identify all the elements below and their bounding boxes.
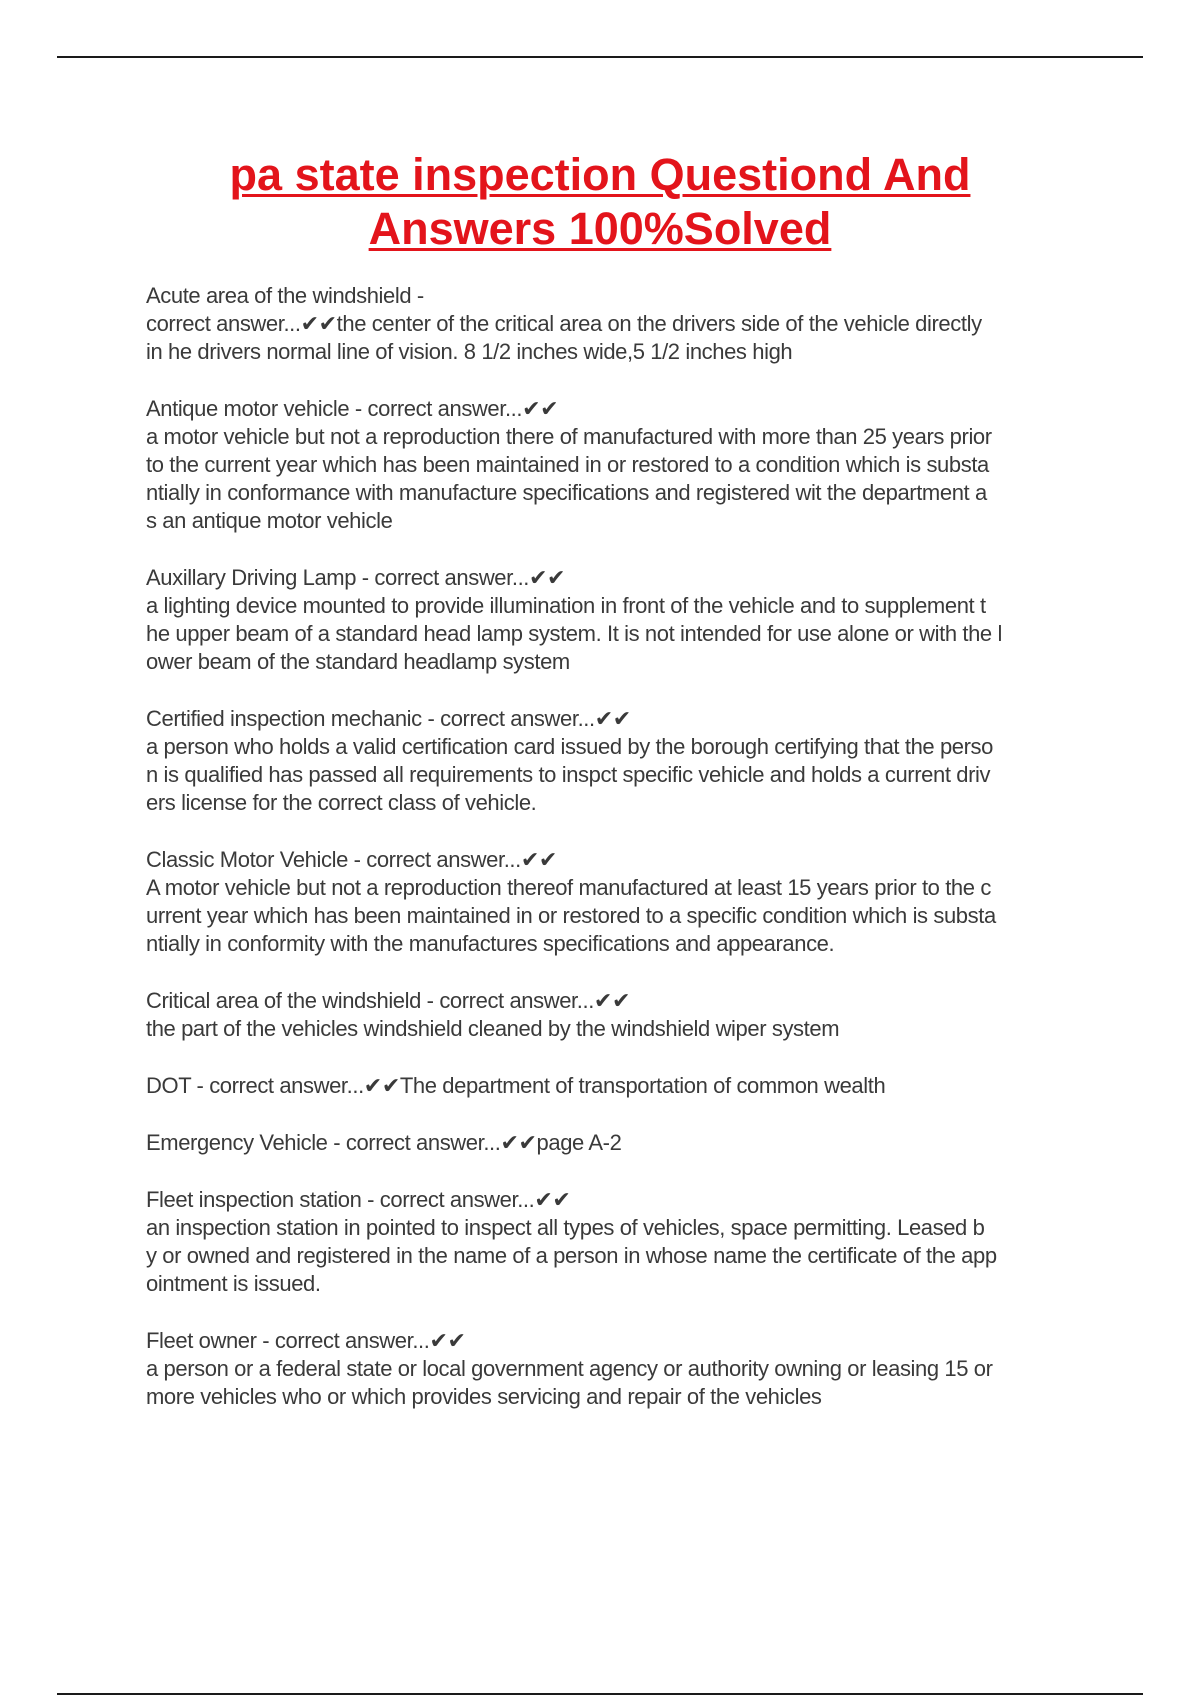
- qa-list: [146, 282, 1096, 1440]
- entry-definition: a person or a federal state or local government agency or authority owning or leasing 15 or more vehicles who or which provides servicing and repair of the vehicles: [146, 1356, 993, 1409]
- entry-term: Antique motor vehicle - correct answer...✔✔: [146, 396, 559, 421]
- footer-rule: [57, 1693, 1143, 1695]
- qa-entry: [146, 564, 1096, 676]
- entry-term: Fleet inspection station - correct answer...✔✔: [146, 1187, 571, 1212]
- title-line-1: pa state inspection Questiond And: [229, 149, 971, 200]
- entry-term: Emergency Vehicle - correct answer...✔✔: [146, 1130, 537, 1155]
- entry-definition: A motor vehicle but not a reproduction thereof manufactured at least 15 years prior to the c urrent year which has been maintained in or restored to a specific condition which is substa ntially in conformity with the manufactures specifications and appearance.: [146, 875, 996, 956]
- qa-entry: [146, 846, 1096, 958]
- entry-definition: a motor vehicle but not a reproduction there of manufactured with more than 25 years prior to the current year which has been maintained in or restored to a condition which is substa ntially in conformance with manufacture specifications and registered wit the department a s an antique motor vehicle: [146, 424, 992, 533]
- entry-term: Critical area of the windshield - correct answer...✔✔: [146, 988, 630, 1013]
- qa-entry: [146, 282, 1096, 366]
- qa-entry: [146, 1129, 1096, 1157]
- entry-definition: a person who holds a valid certification card issued by the borough certifying that the perso n is qualified has passed all requirements to inspct specific vehicle and holds a current driv ers license for the correct class of vehicle.: [146, 734, 993, 815]
- entry-definition: page A-2: [536, 1130, 622, 1155]
- qa-entry: [146, 987, 1096, 1043]
- qa-entry: [146, 395, 1096, 535]
- entry-term: Acute area of the windshield -: [146, 283, 424, 308]
- qa-entry: [146, 705, 1096, 817]
- qa-entry: [146, 1327, 1096, 1411]
- entry-term: Classic Motor Vehicle - correct answer...✔✔: [146, 847, 557, 872]
- entry-term: DOT - correct answer...✔✔: [146, 1073, 400, 1098]
- entry-term: Certified inspection mechanic - correct answer...✔✔: [146, 706, 631, 731]
- entry-definition: the part of the vehicles windshield cleaned by the windshield wiper system: [146, 1016, 840, 1041]
- entry-definition: an inspection station in pointed to inspect all types of vehicles, space permitting. Leased b y or owned and registered in the name of a person in whose name the certificate of the app ointment is issued.: [146, 1215, 997, 1296]
- qa-entry: [146, 1186, 1096, 1298]
- entry-definition: correct answer...✔✔the center of the critical area on the drivers side of the vehicle directly in he drivers normal line of vision. 8 1/2 inches wide,5 1/2 inches high: [146, 311, 982, 364]
- qa-entry: [146, 1072, 1096, 1100]
- entry-term: Auxillary Driving Lamp - correct answer...✔✔: [146, 565, 566, 590]
- title-line-2: Answers 100%Solved: [368, 203, 832, 254]
- entry-definition: The department of transportation of common wealth: [399, 1073, 886, 1098]
- entry-term: Fleet owner - correct answer...✔✔: [146, 1328, 466, 1353]
- page-title: [0, 148, 1200, 256]
- entry-definition: a lighting device mounted to provide illumination in front of the vehicle and to supplement t he upper beam of a standard head lamp system. It is not intended for use alone or with the l ower beam of the standard headlamp system: [146, 593, 1002, 674]
- header-rule: [57, 56, 1143, 58]
